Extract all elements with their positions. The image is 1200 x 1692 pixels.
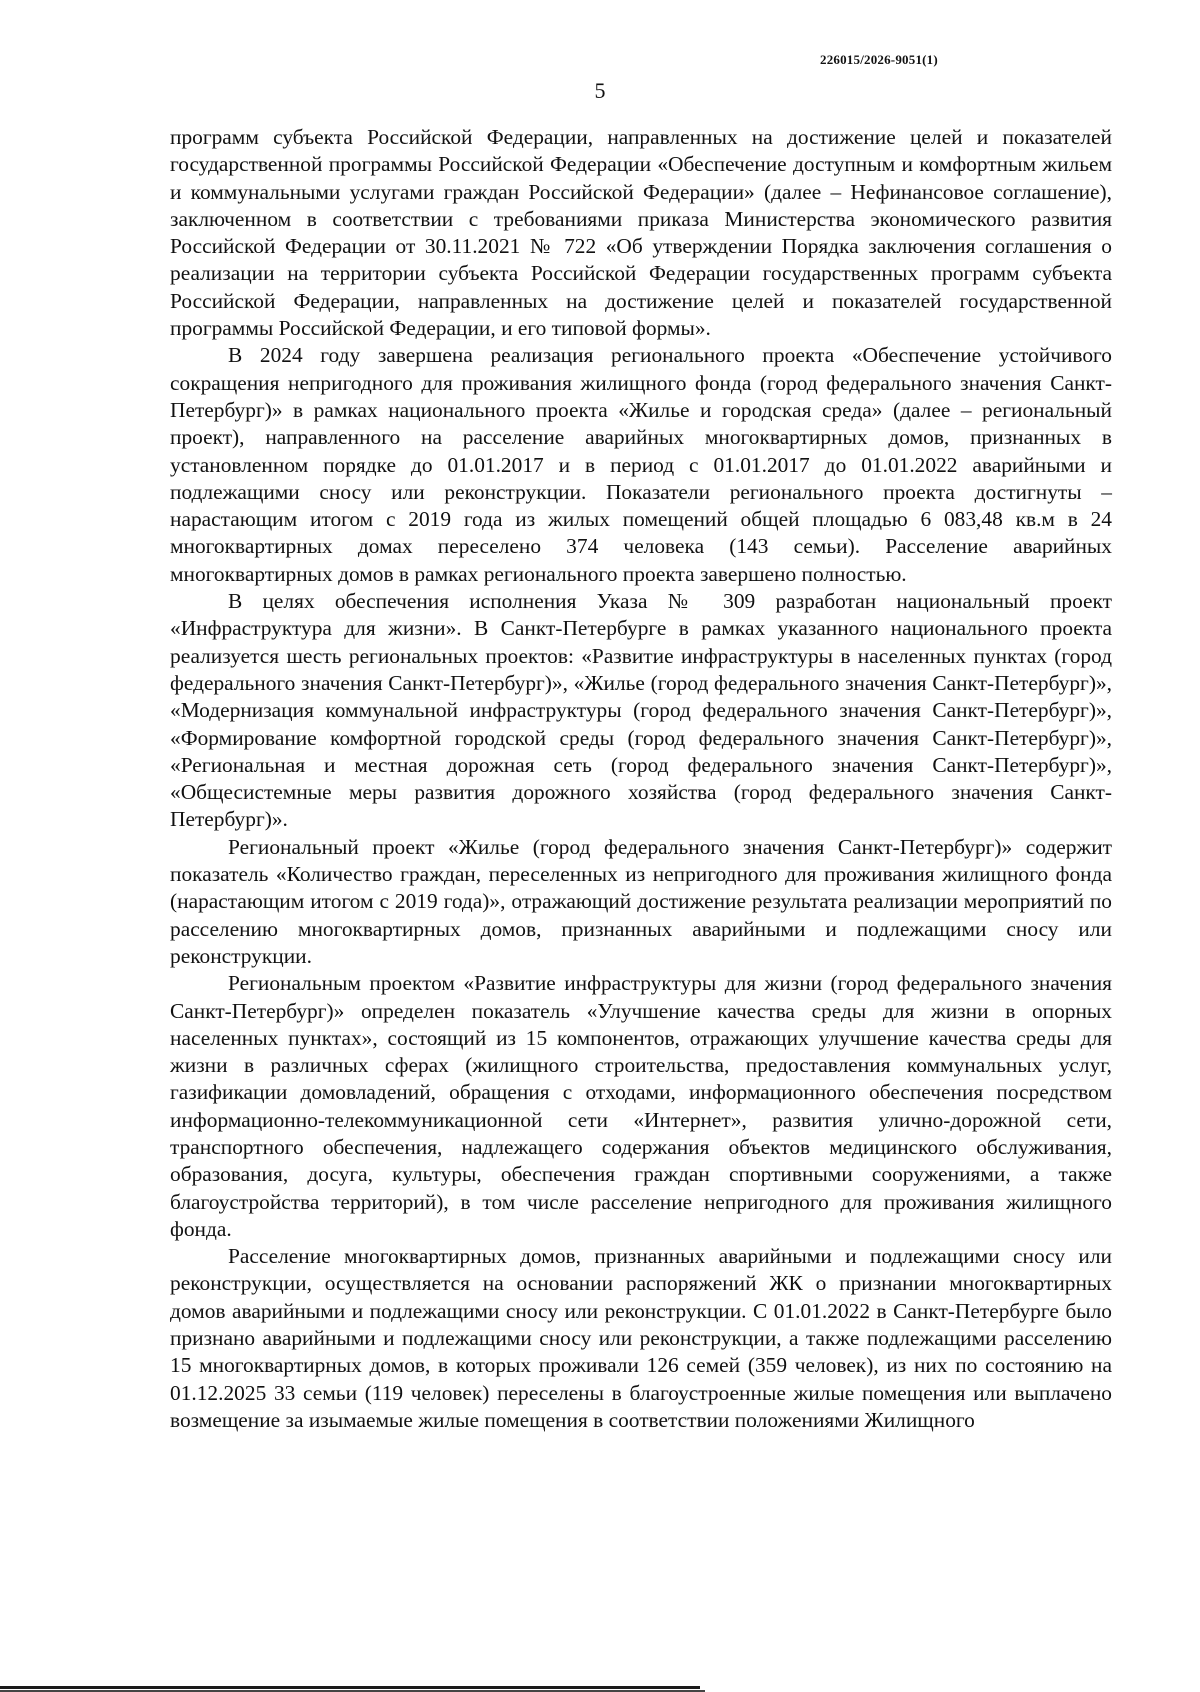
scan-edge-line xyxy=(0,1686,700,1689)
paragraph-housing-project-indicator: Региональный проект «Жилье (город федерального значения Санкт-Петербург)» содержит показатель «Количество граждан, переселенных из непригодного для проживания жилищного фонда (нарастающим итогом с 2019 года)», отражающий достижение результата реализации мероприятий по расселению многоквартирных домов, признанных аварийными и подлежащими сносу или реконструкции. xyxy=(170,834,1112,968)
paragraph-regional-project-completion: В 2024 году завершена реализация регионального проекта «Обеспечение устойчивого сокращения непригодного для проживания жилищного фонда (город федерального значения Санкт-Петербург)» в рамках национального проекта «Жилье и городская среда» (далее – региональный проект), направленного на расселение аварийных многоквартирных домов, признанных в установленном порядке до 01.01.2017 и в период с 01.01.2017 до 01.01.2022 аварийными и подлежащими сносу или реконструкции. Показатели регионального проекта достигнуты – нарастающим итогом с 2019 года из жилых помещений общей площадью 6 083,48 кв.м в 24 многоквартирных домах переселено 374 человека (143 семьи). Расселение аварийных многоквартирных домов в рамках регионального проекта завершено полностью. xyxy=(170,343,1112,586)
paragraph-infrastructure-development-indicator: Региональным проектом «Развитие инфраструктуры для жизни (город федерального значения Санкт-Петербург)» определен показатель «Улучшение качества среды для жизни в опорных населенных пунктах», состоящий из 15 компонентов, отражающих улучшение качества среды для жизни в различных сферах (жилищного строительства, предоставления коммунальных услуг, газификации домовладений, обращения с отходами, информационного обеспечения посредством информационно-телекоммуникационной сети «Интернет», развития улично-дорожной сети, транспортного обеспечения, надлежащего содержания объектов медицинского обслуживания, образования, досуга, культуры, обеспечения граждан спортивными сооружениями, а также благоустройства территорий), в том числе расселение непригодного для проживания жилищного фонда. xyxy=(170,971,1112,1241)
page-number: 5 xyxy=(594,78,606,103)
paragraph-continuation: программ субъекта Российской Федерации, направленных на достижение целей и показателей государственной программы Российской Федерации «Обеспечение доступным и комфортным жильем и коммунальными услугами граждан Российской Федерации» (далее – Нефинансовое соглашение), заключенном в соответствии с требованиями приказа Министерства экономического развития Российской Федерации от 30.11.2021 № 722 «Об утверждении Порядка заключения соглашения о реализации на территории субъекта Российской Федерации государственных программ субъекта Российской Федерации, направленных на достижение целей и показателей государственной программы Российской Федерации, и его типовой формы». xyxy=(170,125,1112,341)
paragraph-resettlement-status: Расселение многоквартирных домов, признанных аварийными и подлежащими сносу или реконструкции, осуществляется на основании распоряжений ЖК о признании многоквартирных домов аварийными и подлежащими сносу или реконструкции. С 01.01.2022 в Санкт-Петербурге было признано аварийными и подлежащими сносу или реконструкции, а также подлежащими расселению 15 многоквартирных домов, в которых проживали 126 семей (359 человек), из них по состоянию на 01.12.2025 33 семьи (119 человек) переселены в благоустроенные жилые помещения или выплачено возмещение за изымаемые жилые помещения в соответствии положениями Жилищного xyxy=(170,1244,1112,1432)
paragraph-national-project-infrastructure: В целях обеспечения исполнения Указа № 309 разработан национальный проект «Инфраструктура для жизни». В Санкт-Петербурге в рамках указанного национального проекта реализуется шесть региональных проектов: «Развитие инфраструктуры в населенных пунктах (город федерального значения Санкт-Петербург)», «Жилье (город федерального значения Санкт-Петербург)», «Модернизация коммунальной инфраструктуры (город федерального значения Санкт-Петербург)», «Формирование комфортной городской среды (город федерального значения Санкт-Петербург)», «Региональная и местная дорожная сеть (город федерального значения Санкт-Петербург)», «Общесистемные меры развития дорожного хозяйства (город федерального значения Санкт-Петербург)». xyxy=(170,589,1112,832)
document-body xyxy=(170,124,1112,1434)
document-registration-number: 226015/2026-9051(1) xyxy=(820,52,938,67)
